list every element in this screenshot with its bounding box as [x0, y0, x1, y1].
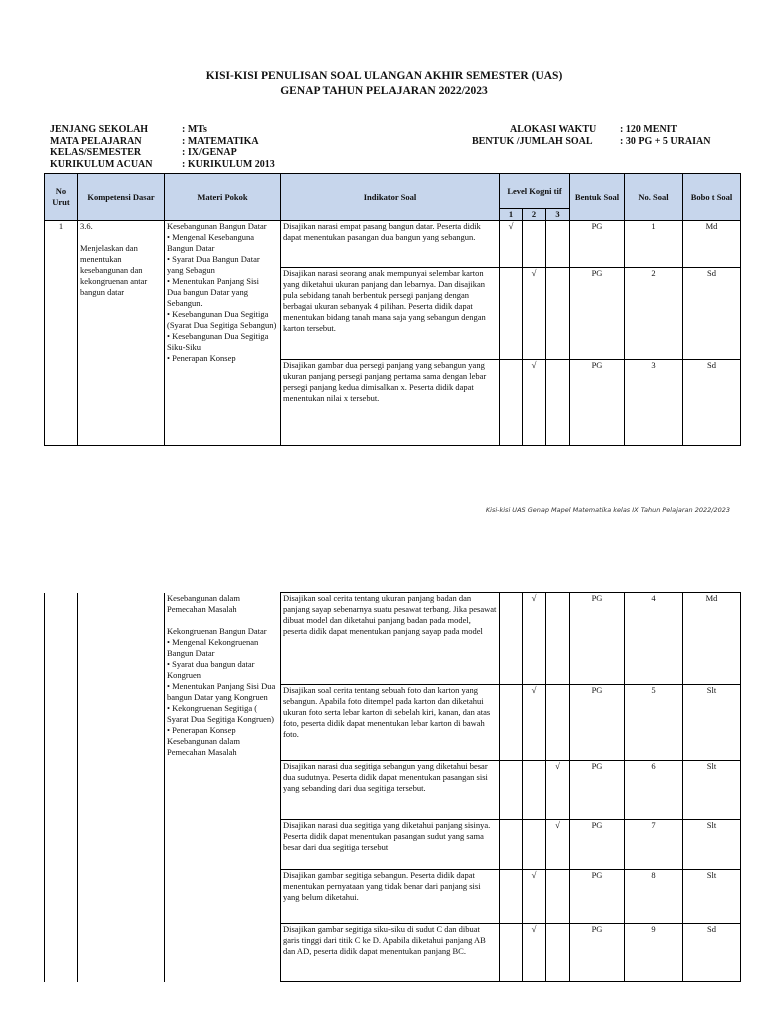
level-check: √: [523, 870, 546, 924]
meta-left: [50, 124, 275, 170]
materi-item: • Kesebangunan Dua Segitiga Siku-Siku: [167, 331, 269, 352]
materi-item: • Mengenal Kekongruenan Bangun Datar: [167, 636, 259, 658]
meta-row: KURIKULUM ACUAN : KURIKULUM 2013: [50, 158, 275, 170]
kisi-table-page2: [44, 592, 741, 982]
indikator-cell: Disajikan soal cerita tentang ukuran panjang badan dan panjang sayap sebenarnya suatu pesawat terbang. Jika pesawat dibuat model dan diketahui panjang badan pada model, peserta didik dapat menentukan panjang sayap pada model: [281, 593, 500, 685]
kd-cell-cont: [78, 593, 165, 982]
kd-cell: [78, 221, 165, 446]
meta-row: BENTUK /JUMLAH SOAL : 30 PG + 5 URAIAN: [472, 135, 711, 147]
header-no: No Urut: [45, 174, 78, 221]
header-materi: Materi Pokok: [165, 174, 281, 221]
level-empty: [546, 360, 570, 446]
indikator-cell: Disajikan gambar segitiga sebangun. Peserta didik dapat menentukan pernyataan yang tidak benar dari panjang sisi yang belum diketahui.: [281, 870, 500, 924]
level-empty: [546, 268, 570, 360]
level-empty: [500, 761, 523, 820]
kisi-table-page1: [44, 173, 741, 446]
level-empty: [546, 221, 570, 268]
level-empty: [523, 761, 546, 820]
bentuk-cell: PG: [570, 870, 625, 924]
meta-row: KELAS/SEMESTER : IX/GENAP: [50, 147, 237, 158]
bobot-cell: Slt: [683, 820, 741, 870]
meta-row: ALOKASI WAKTU : 120 MENIT: [510, 124, 678, 135]
level-empty: [546, 870, 570, 924]
nosoal-cell: 5: [625, 685, 683, 761]
bobot-cell: Slt: [683, 870, 741, 924]
nosoal-cell: 4: [625, 593, 683, 685]
header-bentuk: Bentuk Soal: [570, 174, 625, 221]
level-check: √: [546, 820, 570, 870]
bobot-cell: Sd: [683, 360, 741, 446]
bentuk-cell: PG: [570, 593, 625, 685]
nosoal-cell: 2: [625, 268, 683, 360]
bentuk-cell: PG: [570, 924, 625, 982]
meta-row: MATA PELAJARAN : MATEMATIKA: [50, 135, 259, 147]
bentuk-cell: PG: [570, 685, 625, 761]
level-empty: [546, 685, 570, 761]
bentuk-cell: PG: [570, 761, 625, 820]
indikator-cell: Disajikan narasi empat pasang bangun datar. Peserta didik dapat menentukan pasangan dua bangun yang sebangun.: [281, 221, 500, 268]
level-check: √: [500, 221, 523, 268]
bentuk-cell: PG: [570, 820, 625, 870]
row-no: 1: [45, 221, 78, 446]
level-check: √: [523, 360, 546, 446]
level-empty: [546, 593, 570, 685]
materi-item: Kesebangunan Bangun Datar: [167, 221, 267, 231]
level-check: √: [523, 924, 546, 982]
indikator-cell: Disajikan narasi dua segitiga yang diketahui panjang sisinya. Peserta didik dapat menentukan pasangan sudut yang sama besar dari dua segitiga tersebut: [281, 820, 500, 870]
bentuk-cell: PG: [570, 360, 625, 446]
nosoal-cell: 6: [625, 761, 683, 820]
materi-item: Kekongruenan Bangun Datar: [167, 625, 267, 636]
level-check: √: [523, 685, 546, 761]
materi-item: • Menentukan Panjang Sisi: [167, 276, 259, 286]
level-empty: [500, 685, 523, 761]
materi-item: • Penerapan Konsep Kesebangunan dalam Pemecahan Masalah: [167, 724, 240, 757]
materi-cell-cont: [165, 593, 281, 982]
level-empty: [500, 820, 523, 870]
header-bobot: Bobo t Soal: [683, 174, 741, 221]
indikator-cell: Disajikan gambar dua persegi panjang yang sebangun yang ukuran panjang persegi panjang pertama sama dengan lebar persegi panjang kedua dimisalkan x. Peserta didik dapat menentukan nilai x tersebut.: [281, 360, 500, 446]
nosoal-cell: 9: [625, 924, 683, 982]
indikator-cell: Disajikan narasi seorang anak mempunyai selembar karton yang diketahui ukuran panjang dan lebarnya. Dan disajikan pula sebidang tanah berbentuk persegi panjang dengan berbagai ukuran sebanyak 4 pilihan. Peserta didik dapat menentukan bidang tanah mana saja yang sebangun dengan karton tersebut.: [281, 268, 500, 360]
level-empty: [523, 221, 546, 268]
nosoal-cell: 7: [625, 820, 683, 870]
level-empty: [500, 870, 523, 924]
nosoal-cell: 1: [625, 221, 683, 268]
bentuk-cell: PG: [570, 268, 625, 360]
header-level-3: 3: [546, 209, 570, 221]
bobot-cell: Sd: [683, 924, 741, 982]
doc-title-line2: GENAP TAHUN PELAJARAN 2022/2023: [280, 85, 488, 97]
materi-item: • Syarat dua bangun datar Kongruen: [167, 658, 255, 680]
header-nosoal: No. Soal: [625, 174, 683, 221]
level-empty: [546, 924, 570, 982]
meta-right: [472, 124, 710, 147]
header-kd: Kompetensi Dasar: [78, 174, 165, 221]
materi-item: • Kesebangunan Dua Segitiga (Syarat Dua Segitiga Sebangun): [167, 309, 277, 330]
materi-cell: [165, 221, 281, 446]
indikator-cell: Disajikan soal cerita tentang sebuah foto dan karton yang sebangun. Apabila foto ditempel pada karton dan diketahui ukuran foto serta lebar karton di sebelah kiri, kanan, dan atas foto, peserta didik dapat menentukan lebar karton di bawah foto.: [281, 685, 500, 761]
level-empty: [523, 820, 546, 870]
bobot-cell: Md: [683, 221, 741, 268]
header-indikator: Indikator Soal: [281, 174, 500, 221]
bobot-cell: Md: [683, 593, 741, 685]
level-check: √: [523, 593, 546, 685]
level-empty: [500, 593, 523, 685]
level-check: √: [523, 268, 546, 360]
indikator-cell: Disajikan gambar segitiga siku-siku di sudut C dan dibuat garis tinggi dari titik C ke D. Apabila diketahui panjang AB dan AD, peserta didik dapat menentukan panjang BC.: [281, 924, 500, 982]
header-level: Level Kogni tif: [500, 174, 570, 209]
materi-item: Kesebangunan dalam Pemecahan Masalah: [167, 592, 240, 614]
materi-item: • Menentukan Panjang Sisi Dua bangun Datar yang Kongruen: [167, 680, 276, 702]
materi-item: • Syarat Dua Bangun Datar yang Sebagun: [167, 254, 260, 275]
nosoal-cell: 3: [625, 360, 683, 446]
materi-spacer: [167, 615, 278, 626]
kd-text: Menjelaskan dan menentukan kesebangunan dan kekongruenan antar bangun datar: [80, 243, 148, 297]
doc-title-line1: KISI-KISI PENULISAN SOAL ULANGAN AKHIR SEMESTER (UAS): [205, 70, 563, 82]
indikator-cell: Disajikan narasi dua segitiga sebangun yang diketahui besar dua sudutnya. Peserta didik dapat menentukan pasangan sisi yang sebanding dari dua segitiga tersebut.: [281, 761, 500, 820]
header-level-1: 1: [500, 209, 523, 221]
materi-item: • Penerapan Konsep: [167, 353, 236, 363]
level-empty: [500, 924, 523, 982]
level-check: √: [546, 761, 570, 820]
page-footer: Kisi-kisi UAS Genap Mapel Matematika kelas IX Tahun Pelajaran 2022/2023: [485, 506, 730, 514]
level-empty: [500, 268, 523, 360]
bobot-cell: Sd: [683, 268, 741, 360]
level-empty: [500, 360, 523, 446]
meta-row: JENJANG SEKOLAH : MTs: [50, 124, 207, 135]
bobot-cell: Slt: [683, 761, 741, 820]
materi-item: • Kekongruenan Segitiga ( Syarat Dua Segitiga Kongruen): [167, 702, 274, 724]
materi-item: • Mengenal Kesebanguna Bangun Datar: [167, 232, 255, 253]
nosoal-cell: 8: [625, 870, 683, 924]
materi-item: Dua bangun Datar yang Sebangun.: [167, 287, 248, 308]
bentuk-cell: PG: [570, 221, 625, 268]
header-level-2: 2: [523, 209, 546, 221]
bobot-cell: Slt: [683, 685, 741, 761]
kd-number: 3.6.: [80, 221, 93, 231]
no-cell-cont: [45, 593, 78, 982]
